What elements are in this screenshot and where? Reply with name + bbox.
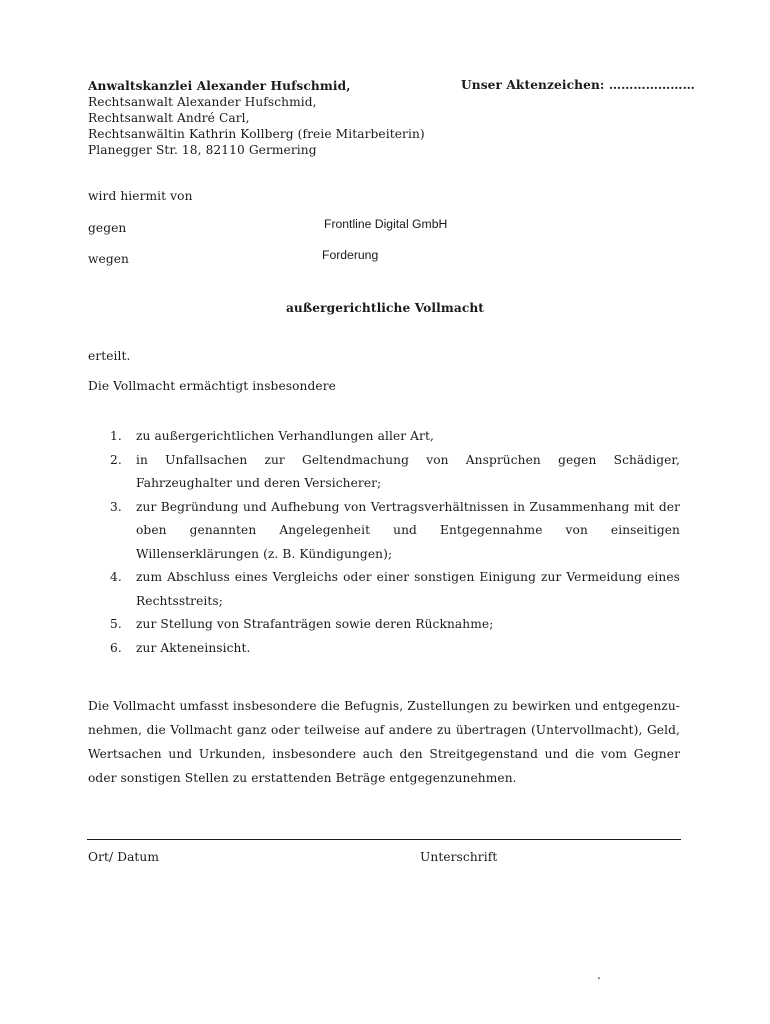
list-item (88, 566, 680, 613)
authorization-list (88, 425, 680, 660)
granted-text: erteilt. (88, 349, 131, 363)
letterhead (88, 78, 425, 158)
list-item (88, 425, 680, 449)
list-item-text: in Unfallsachen zur Geltendmachung von Ansprüchen gegen Schädiger, Fahrzeughalter und deren Versicherer; (136, 452, 680, 490)
letterhead-line-2: Rechtsanwalt André Carl, (88, 111, 250, 125)
signature-label: Unterschrift (420, 850, 498, 864)
list-item-text: zur Begründung und Aufhebung von Vertragsverhältnissen in Zusammenhang mit der oben genannten Angelegenheit und Entgegennahme von einseitigen Willenserklärungen (z. B. Kündigungen); (136, 499, 680, 561)
list-item (88, 613, 680, 637)
document-title: außergerichtliche Vollmacht (285, 301, 485, 315)
list-item-number: 3. (110, 499, 122, 514)
place-date-label: Ort/ Datum (88, 850, 160, 864)
letterhead-line-3: Rechtsanwältin Kathrin Kollberg (freie Mitarbeiterin) (88, 127, 425, 141)
list-item-text: zur Akteneinsicht. (136, 640, 251, 655)
list-item (88, 449, 680, 496)
list-item (88, 637, 680, 661)
list-item-number: 2. (110, 452, 122, 467)
list-item-number: 6. (110, 640, 122, 655)
footer-mark: . (597, 968, 601, 982)
regarding-label: wegen (88, 252, 130, 266)
list-item-text: zu außergerichtlichen Verhandlungen aller Art, (136, 429, 434, 443)
list-item-number: 1. (110, 429, 122, 443)
signature-line (87, 839, 681, 840)
firm-name: Anwaltskanzlei Alexander Hufschmid, (88, 79, 351, 93)
list-item-number: 4. (110, 570, 122, 584)
letterhead-address: Planegger Str. 18, 82110 Germering (88, 143, 317, 157)
list-item-text: zur Stellung von Strafanträgen sowie deren Rücknahme; (136, 617, 494, 631)
granted-by-label: wird hiermit von (88, 189, 193, 203)
intro-text: Die Vollmacht ermächtigt insbesondere (88, 379, 336, 393)
regarding-value: Forderung (322, 248, 379, 262)
reference-number-label: Unser Aktenzeichen: ………………… (461, 78, 695, 92)
scope-paragraph: Die Vollmacht umfasst insbesondere die Befugnis, Zustellungen zu bewirken und entgegenzu-nehmen, die Vollmacht ganz oder teilweise auf andere zu übertragen (Untervollmacht), Geld, Wertsachen und Urkunden, insbesondere auch den Streitgegenstand und die vom Gegner oder sonstigen Stellen zu erstattenden Beträge entgegenzunehmen. (88, 699, 680, 786)
list-item-text: zum Abschluss eines Vergleichs oder einer sonstigen Einigung zur Vermeidung eines Rechtsstreits; (136, 570, 680, 608)
letterhead-line-1: Rechtsanwalt Alexander Hufschmid, (88, 95, 317, 109)
list-item (88, 496, 680, 567)
against-label: gegen (88, 221, 127, 235)
against-value: Frontline Digital GmbH (324, 217, 448, 231)
list-item-number: 5. (110, 617, 122, 631)
